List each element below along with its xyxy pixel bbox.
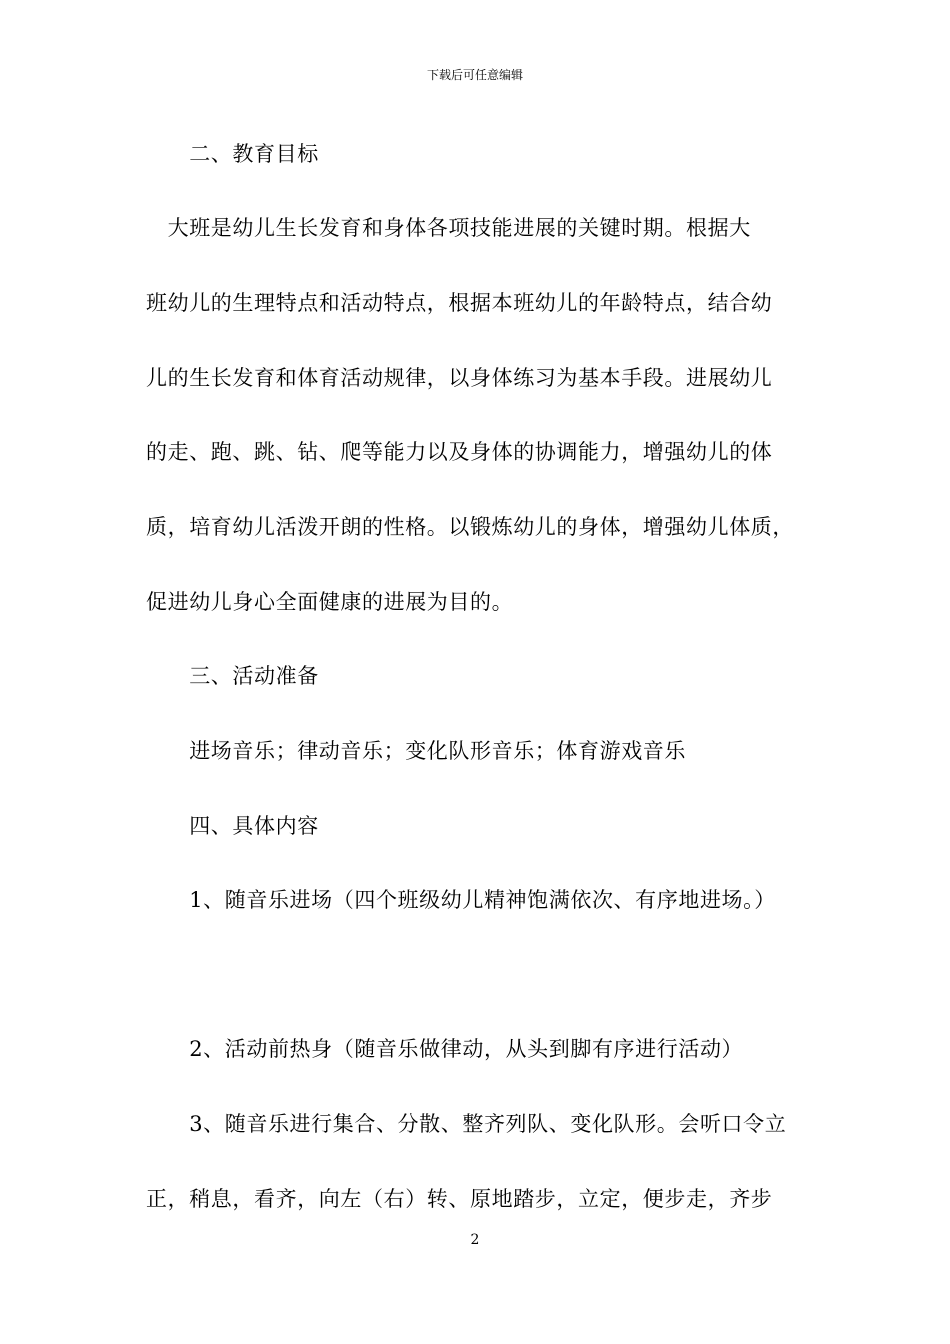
paragraph-line: 班幼儿的生理特点和活动特点，根据本班幼儿的年龄特点，结合幼	[146, 291, 773, 315]
section-heading-education-goals: 二、教育目标	[146, 142, 319, 166]
paragraph-line: 促进幼儿身心全面健康的进展为目的。	[146, 590, 514, 614]
list-item: 1、随音乐进场（四个班级幼儿精神饱满依次、有序地进场。）	[146, 888, 776, 912]
paragraph-line: 正，稍息，看齐，向左（右）转、原地踏步，立定，便步走，齐步	[146, 1187, 773, 1211]
list-item: 3、随音乐进行集合、分散、整齐列队、变化队形。会听口令立	[146, 1112, 787, 1136]
paragraph-line: 进场音乐；律动音乐；变化队形音乐；体育游戏音乐	[146, 739, 686, 763]
section-heading-specific-content: 四、具体内容	[146, 814, 319, 838]
list-item: 2、活动前热身（随音乐做律动，从头到脚有序进行活动）	[146, 1037, 744, 1061]
section-heading-activity-preparation: 三、活动准备	[146, 664, 319, 688]
paragraph-line: 质，培育幼儿活泼开朗的性格。以锻炼幼儿的身体，增强幼儿体质，	[146, 515, 794, 539]
paragraph-line: 儿的生长发育和体育活动规律，以身体练习为基本手段。进展幼儿	[146, 366, 773, 390]
paragraph-line: 大班是幼儿生长发育和身体各项技能进展的关键时期。根据大	[146, 216, 751, 240]
paragraph-line: 的走、跑、跳、钻、爬等能力以及身体的协调能力，增强幼儿的体	[146, 440, 773, 464]
page-number: 2	[470, 1232, 480, 1248]
page-header: 下载后可任意编辑	[426, 68, 523, 82]
